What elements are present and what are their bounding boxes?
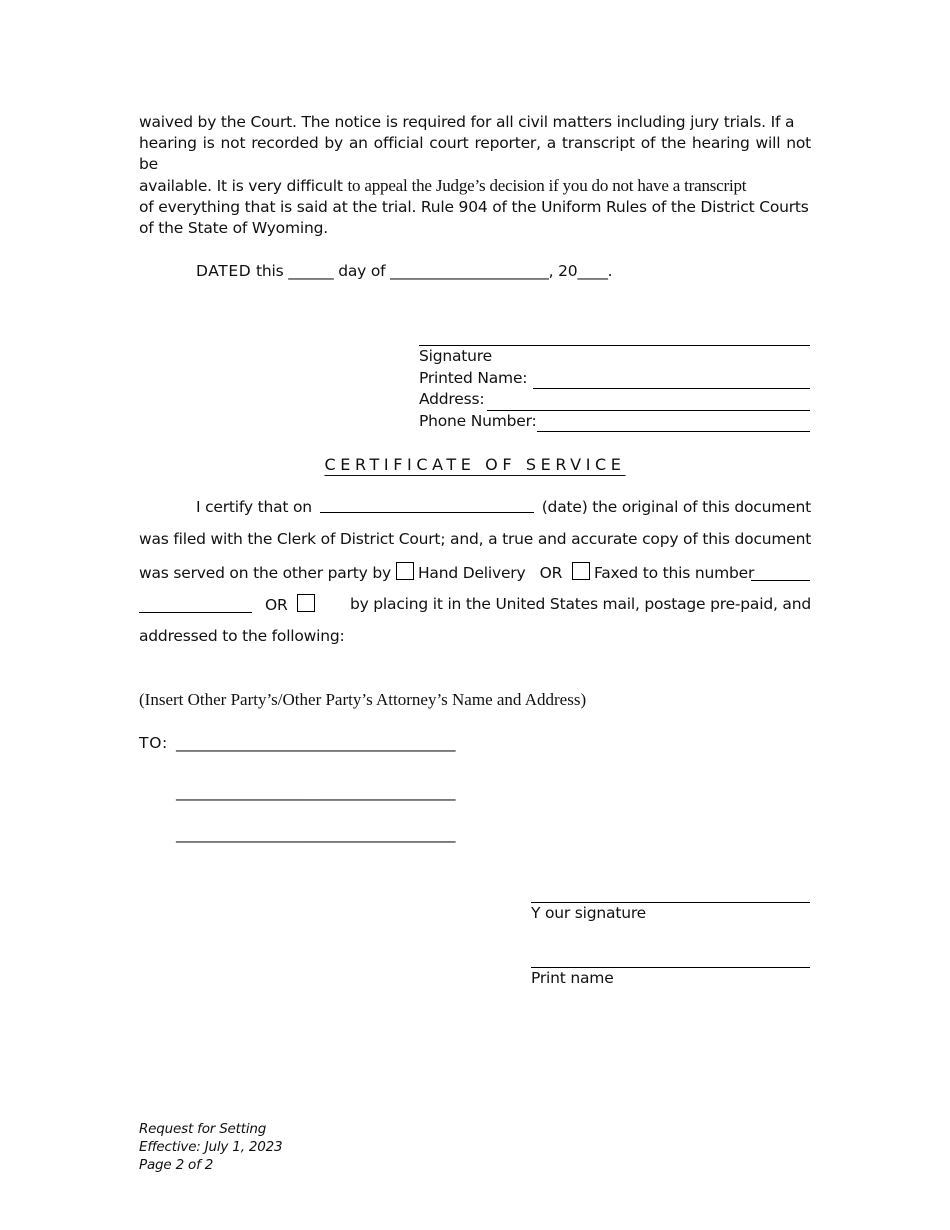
printed-name-label: Printed Name: [419,369,528,387]
intro-line-3: available. It is very difficult to appeal the Judge’s decision if you do not have a transcript [139,176,747,195]
certificate-line-2: was filed with the Clerk of District Court; and, a true and accurate copy of this document [139,530,812,548]
to-address-line-2[interactable]: _____________________________________ [176,783,456,801]
certificate-line-5: addressed to the following: [139,627,345,645]
fax-checkbox[interactable] [572,562,590,580]
intro-line-2: hearing is not recorded by an official court reporter, a transcript of the hearing will not be [139,134,811,173]
phone-number-field[interactable] [537,431,810,432]
print-name-line[interactable] [531,967,810,968]
mail-checkbox[interactable] [297,594,315,612]
fax-number-field-continued[interactable] [139,612,252,613]
intro-line-4: of everything that is said at the trial. Rule 904 of the Uniform Rules of the District Courts [139,198,809,216]
certificate-line-1: I certify that on (date) the original of this document [196,498,811,516]
address-label: Address: [419,390,485,408]
print-name-label: Print name [531,969,614,987]
footer [139,1120,282,1174]
certificate-title: CERTIFICATE OF SERVICE [324,455,626,474]
certificate-line-4: OR by placing it in the United States mail, postage pre-paid, and [265,595,811,614]
phone-number-label: Phone Number: [419,412,537,430]
intro-paragraph [139,112,811,239]
date-field[interactable] [320,497,534,513]
printed-name-field[interactable] [533,388,810,389]
to-address-line-1[interactable]: _____________________________________ [176,734,456,752]
to-label: TO: [139,734,169,752]
insert-party-note: (Insert Other Party’s/Other Party’s Attorney’s Name and Address) [139,690,587,709]
hand-delivery-checkbox[interactable] [396,562,414,580]
to-address-line-3[interactable]: _____________________________________ [176,825,456,843]
intro-line-1: waived by the Court. The notice is required for all civil matters including jury trials. If a [139,113,795,131]
signature-label: Signature [419,347,492,365]
fax-number-field[interactable] [751,580,810,581]
address-field[interactable] [487,410,810,411]
dated-line: DATED this ______ day of _____________________, 20____. [196,262,613,280]
footer-form-name: Request for Setting [139,1121,267,1137]
footer-effective-date: Effective: July 1, 2023 [139,1139,283,1155]
certificate-line-3: was served on the other party by Hand Delivery OR Faxed to this number [139,564,755,582]
your-signature-label: Y our signature [531,904,647,922]
footer-page-number: Page 2 of 2 [139,1157,214,1173]
signature-line[interactable] [419,345,810,346]
your-signature-line[interactable] [531,902,810,903]
intro-line-5: of the State of Wyoming. [139,219,328,237]
